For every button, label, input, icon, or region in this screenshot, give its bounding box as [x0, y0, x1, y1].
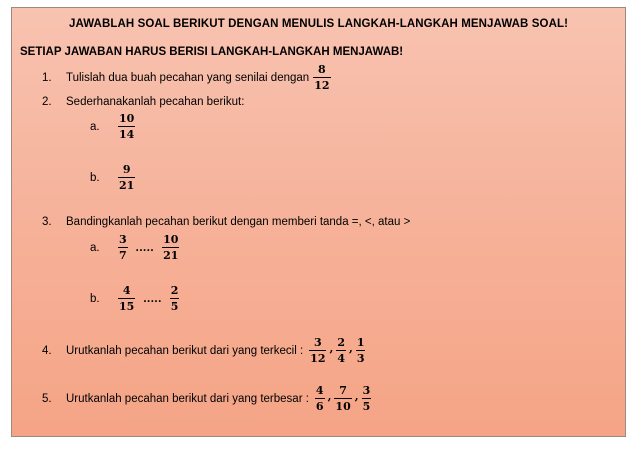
- denominator: 12: [310, 352, 326, 365]
- question-text: Sederhanakanlah pecahan berikut:: [66, 96, 245, 108]
- fraction: [309, 337, 326, 364]
- numerator: 7: [339, 384, 347, 397]
- denominator: 14: [119, 128, 135, 141]
- numerator: 2: [170, 284, 179, 297]
- question-3-item-a: [90, 234, 181, 261]
- separator: ,: [327, 390, 332, 403]
- item-label: b.: [90, 171, 100, 184]
- question-text: Tulislah dua buah pecahan yang senilai dengan: [66, 71, 310, 84]
- question-5: [42, 385, 373, 412]
- numerator: 3: [314, 336, 322, 349]
- denominator: 21: [163, 249, 179, 262]
- question-4: [42, 337, 367, 364]
- numerator: 10: [119, 112, 135, 125]
- denominator: 4: [337, 352, 345, 365]
- question-3-item-b: [90, 285, 181, 312]
- denominator: 5: [362, 400, 371, 413]
- item-label: b.: [90, 292, 100, 305]
- question-2: [42, 96, 244, 108]
- question-1: [42, 64, 333, 91]
- question-number: 2.: [42, 96, 52, 108]
- fraction: [336, 337, 346, 364]
- question-text: Urutkanlah pecahan berikut dari yang terkecil :: [66, 344, 304, 357]
- question-number: 5.: [42, 392, 52, 405]
- numerator: 9: [122, 163, 131, 176]
- worksheet-heading: JAWABLAH SOAL BERIKUT DENGAN MENULIS LANGKAH-LANGKAH MENJAWAB SOAL!: [68, 18, 569, 30]
- denominator: 15: [119, 300, 135, 313]
- denominator: 7: [119, 249, 127, 262]
- question-2-item-b: [90, 164, 137, 191]
- separator: ,: [329, 342, 334, 355]
- fraction: [356, 337, 366, 364]
- fraction: [313, 64, 330, 91]
- numerator: 4: [122, 284, 131, 297]
- denominator: 3: [356, 352, 365, 365]
- numerator: 8: [318, 63, 326, 76]
- numerator: 1: [356, 336, 365, 349]
- question-text: Bandingkanlah pecahan berikut dengan memberi tanda =, <, atau >: [66, 216, 411, 228]
- numerator: 4: [315, 384, 324, 397]
- fraction-right: [170, 285, 180, 312]
- question-number: 4.: [42, 344, 52, 357]
- item-label: a.: [90, 241, 100, 254]
- numerator: 3: [119, 233, 127, 246]
- comparison-blank: .....: [135, 241, 155, 254]
- fraction-left: [118, 285, 135, 312]
- fraction: [334, 385, 351, 412]
- denominator: 10: [335, 400, 351, 413]
- question-number: 3.: [42, 216, 52, 228]
- numerator: 3: [362, 384, 371, 397]
- fraction: [315, 385, 325, 412]
- fraction-right: [162, 234, 179, 261]
- numerator: 2: [337, 336, 345, 349]
- question-3: [42, 216, 410, 228]
- separator: ,: [348, 342, 353, 355]
- denominator: 21: [119, 179, 135, 192]
- fraction-left: [118, 234, 128, 261]
- question-number: 1.: [42, 71, 52, 84]
- comparison-blank: .....: [143, 292, 162, 305]
- separator: ,: [354, 390, 359, 403]
- question-2-item-a: [90, 113, 137, 140]
- fraction: [118, 113, 135, 140]
- worksheet: [11, 7, 626, 437]
- numerator: 10: [163, 233, 179, 246]
- denominator: 6: [315, 400, 324, 413]
- denominator: 12: [314, 79, 330, 92]
- question-text: Urutkanlah pecahan berikut dari yang terbesar :: [66, 392, 309, 405]
- fraction: [118, 164, 135, 191]
- item-label: a.: [90, 120, 100, 133]
- fraction: [362, 385, 372, 412]
- worksheet-subheading: SETIAP JAWABAN HARUS BERISI LANGKAH-LANGKAH MENJAWAB!: [20, 46, 404, 58]
- denominator: 5: [170, 300, 179, 313]
